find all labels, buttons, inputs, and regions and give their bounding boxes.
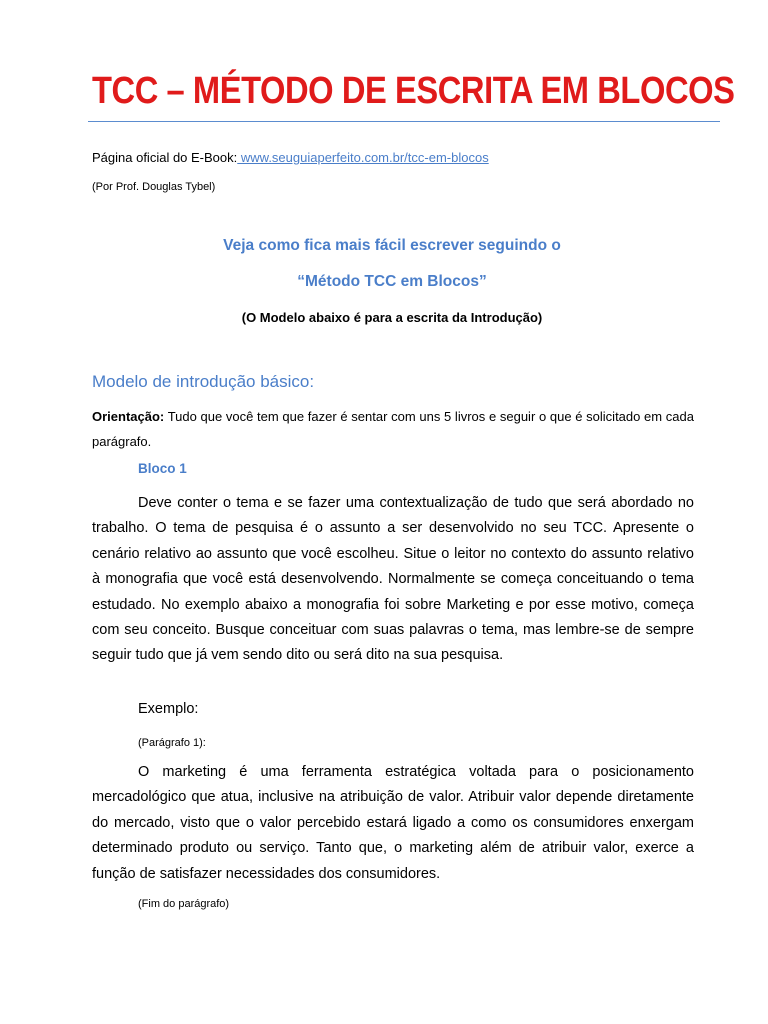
paragraph-marker: (Parágrafo 1): [138, 737, 206, 749]
document-title: TCC – MÉTODO DE ESCRITA EM BLOCOS [92, 70, 735, 112]
author-credit: (Por Prof. Douglas Tybel) [92, 181, 216, 193]
subheadline: (O Modelo abaixo é para a escrita da Introdução) [241, 310, 543, 325]
example-label: Exemplo: [138, 701, 199, 717]
orientation-text: Tudo que você tem que fazer é sentar com uns 5 livros e seguir o que é solicitado em cada parágrafo. [92, 409, 694, 449]
official-page-label: Página oficial do E-Book: [92, 150, 238, 165]
official-page-link[interactable]: www.seuguiaperfeito.com.br/tcc-em-blocos [237, 150, 489, 165]
paragraph-end-marker: (Fim do parágrafo) [138, 898, 230, 910]
example-paragraph: O marketing é uma ferramenta estratégica voltada para o posicionamento mercadológico que atua, inclusive na atribuição de valor. Atribuir valor depende diretamente do mercado, visto que o valor percebido estará ligado a como os consumidores enxergam determinado produto ou serviço. Tanto que, o marketing além de atribuir valor, exerce a função de satisfazer necessidades dos consumidores. [92, 764, 694, 882]
block-heading: Bloco 1 [138, 461, 187, 476]
block-paragraph: Deve conter o tema e se fazer uma contextualização de tudo que será abordado no trabalho. O tema de pesquisa é o assunto a ser desenvolvido no seu TCC. Apresente o cenário relativo ao assunto que você escolheu. Situe o leitor no contexto do assunto relativo à monografia que você está desenvolvendo. Normalmente se começa conceituando o tema estudado. No exemplo abaixo a monografia foi sobre Marketing e por esse motivo, começa com seu conceito. Busque conceituar com suas palavras o tema, mas lembre-se de sempre seguir tudo que já vem sendo dito ou será dito na sua pesquisa. [92, 495, 694, 664]
section-title: Modelo de introdução básico: [92, 372, 315, 391]
title-divider [88, 121, 720, 122]
headline-line-1: Veja como fica mais fácil escrever seguindo o [223, 237, 561, 254]
headline-line-2: “Método TCC em Blocos” [297, 273, 487, 290]
orientation-paragraph [92, 404, 694, 454]
official-page-line [92, 150, 489, 166]
orientation-label: Orientação: [92, 409, 165, 424]
